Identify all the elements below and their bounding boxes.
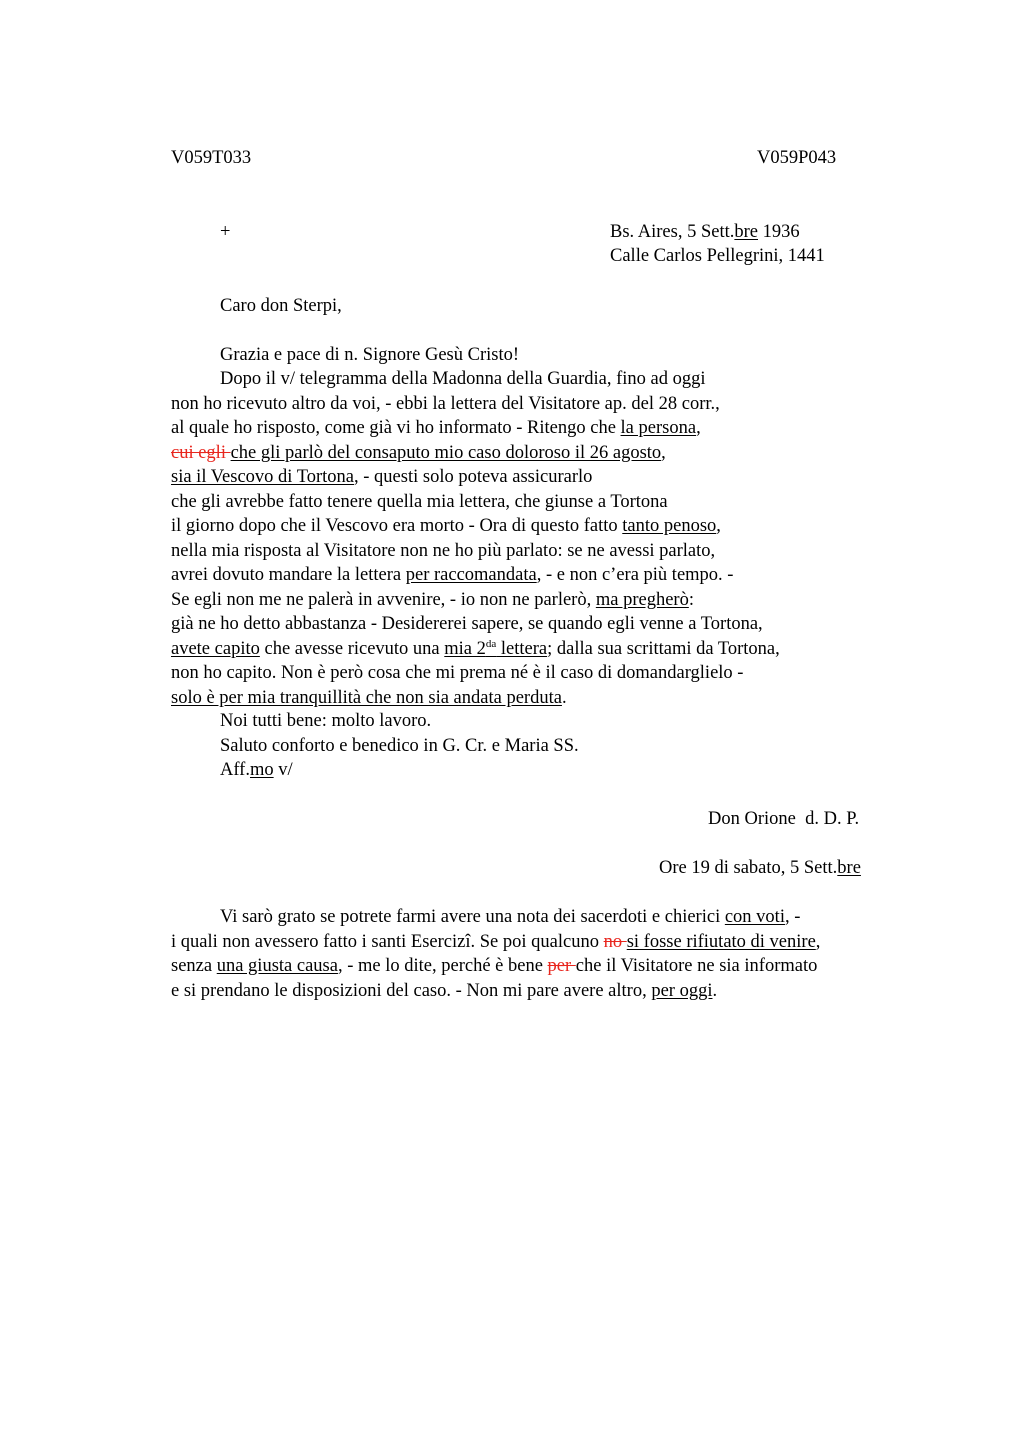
body-line: già ne ho detto abbastanza - Desidererei sapere, se quando egli venne a Tortona, <box>171 614 763 634</box>
body-line: avrei dovuto mandare la lettera per raccomandata, - e non c’era più tempo. - <box>171 565 734 585</box>
struck-text: per <box>547 956 576 976</box>
address: Calle Carlos Pellegrini, 1441 <box>610 246 825 266</box>
closing-line: Saluto conforto e benedico in G. Cr. e Maria SS. <box>220 736 579 756</box>
postscript-line: i quali non avessero fatto i santi Esercizi. Se poi qualcuno no si fosse rifiutato di venire, <box>171 932 821 952</box>
body-line: sia il Vescovo di Tortona, - questi solo poteva assicurarlo <box>171 467 593 487</box>
dateline: Bs. Aires, 5 Sett.bre 1936 <box>610 222 800 242</box>
cross-symbol: + <box>220 222 231 242</box>
postscript-line: Vi sarò grato se potrete farmi avere una nota dei sacerdoti e chierici con voti, - <box>220 907 801 927</box>
closing-line: Noi tutti bene: molto lavoro. <box>220 711 432 731</box>
closing-line: Aff.mo v/ <box>220 760 293 780</box>
body-line: al quale ho risposto, come già vi ho informato - Ritengo che la persona, <box>171 418 701 438</box>
signature: Don Orione d. D. P. <box>708 809 860 829</box>
body-line: Se egli non me ne palerà in avvenire, - io non ne parlerò, ma pregherò: <box>171 590 694 610</box>
postscript-line: e si prendano le disposizioni del caso. - Non mi pare avere altro, per oggi. <box>171 981 718 1001</box>
body-line: non ho ricevuto altro da voi, - ebbi la lettera del Visitatore ap. del 28 corr., <box>171 394 720 414</box>
greeting: Grazia e pace di n. Signore Gesù Cristo! <box>220 345 519 365</box>
body-line: avete capito che avesse ricevuto una mia $2^{da}$ lettera; dalla sua scrittami da Tortona, <box>171 638 780 659</box>
body-line: che gli avrebbe fatto tenere quella mia lettera, che giunse a Tortona <box>171 492 668 512</box>
header-right-code: V059P043 <box>757 148 837 168</box>
body-line: il giorno dopo che il Vescovo era morto - Ora di questo fatto tanto penoso, <box>171 516 721 536</box>
body-line: cui egli che gli parlò del consaputo mio caso doloroso il 26 agosto, <box>171 443 666 463</box>
struck-text: no <box>603 932 627 952</box>
time-note: Ore 19 di sabato, 5 Sett.bre <box>659 858 861 878</box>
header-left-code: V059T033 <box>171 148 252 168</box>
body-line: non ho capito. Non è però cosa che mi prema né è il caso di domandarglielo - <box>171 663 744 683</box>
postscript-line: senza una giusta causa, - me lo dite, perché è bene per che il Visitatore ne sia informato <box>171 956 818 976</box>
body-line: Dopo il v/ telegramma della Madonna della Guardia, fino ad oggi <box>220 369 706 389</box>
body-line: nella mia risposta al Visitatore non ne ho più parlato: se ne avessi parlato, <box>171 541 716 561</box>
body-line: solo è per mia tranquillità che non sia andata perduta. <box>171 688 567 708</box>
struck-text: cui egli <box>171 443 231 463</box>
salutation: Caro don Sterpi, <box>220 296 342 316</box>
